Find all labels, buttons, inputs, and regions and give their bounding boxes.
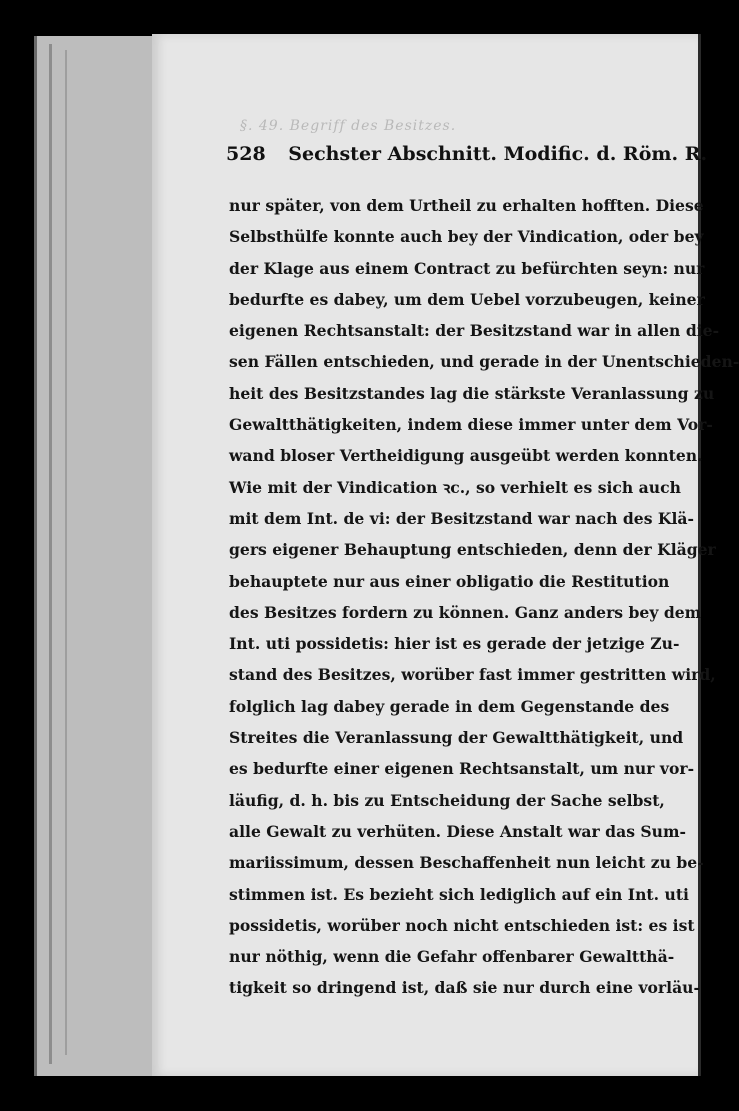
text-line: tigkeit so dringend ist, daß sie nur durch eine vorläu- — [229, 978, 700, 998]
page-number: 528 — [226, 143, 266, 165]
text-line: bedurfte es dabey, um dem Uebel vorzubeugen, keiner — [229, 289, 705, 309]
text-line: der Klage aus einem Contract zu befürchten seyn: nur — [229, 258, 705, 278]
text-line: alle Gewalt zu verhüten. Diese Anstalt war das Sum- — [229, 821, 686, 841]
text-line: läufig, d. h. bis zu Entscheidung der Sache selbst, — [229, 790, 665, 810]
text-line: stand des Besitzes, worüber fast immer gestritten wird, — [229, 665, 716, 685]
text-line: heit des Besitzstandes lag die stärkste Veranlassung zu — [229, 383, 715, 403]
text-line: mariissimum, dessen Beschaffenheit nun leicht zu be- — [229, 853, 704, 873]
text-line: des Besitzes fordern zu können. Ganz anders bey dem — [229, 602, 702, 622]
text-line: possidetis, worüber noch nicht entschieden ist: es ist — [229, 915, 695, 935]
text-line: es bedurfte einer eigenen Rechtsanstalt, um nur vor- — [229, 759, 695, 779]
text-line: sen Fällen entschieden, und gerade in der Unentschieden- — [229, 352, 739, 372]
running-head: Sechster Abschnitt. Modific. d. Röm. R. — [288, 143, 708, 165]
body-text — [229, 190, 739, 1004]
text-line: wand bloser Vertheidigung ausgeübt werden konnten. — [229, 446, 703, 466]
text-line: eigenen Rechtsanstalt: der Besitzstand war in allen die- — [229, 321, 720, 341]
bleed-through-text: §. 49. Begriff des Besitzes. — [240, 118, 457, 134]
text-line: gers eigener Behauptung entschieden, denn der Kläger — [229, 540, 716, 560]
text-line: Selbsthülfe konnte auch bey der Vindication, oder bey — [229, 227, 704, 247]
text-line: Wie mit der Vindication ꝛc., so verhielt es sich auch — [229, 477, 681, 497]
text-line: mit dem Int. de vi: der Besitzstand war nach des Klä- — [229, 508, 694, 528]
text-line: behauptete nur aus einer obligatio die Restitution — [229, 571, 670, 591]
text-line: Int. uti possidetis: hier ist es gerade der jetzige Zu- — [229, 634, 680, 654]
text-line: Streites die Veranlassung der Gewaltthätigkeit, und — [229, 728, 684, 748]
text-line: nur später, von dem Urtheil zu erhalten hofften. Diese — [229, 196, 704, 215]
text-line: nur nöthig, wenn die Gefahr offenbarer Gewaltthä- — [229, 947, 675, 967]
page-header — [226, 143, 708, 175]
text-line: stimmen ist. Es bezieht sich lediglich auf ein Int. uti — [229, 884, 689, 904]
text-line: Gewaltthätigkeiten, indem diese immer unter dem Vor- — [229, 415, 713, 435]
text-line: folglich lag dabey gerade in dem Gegenstande des — [229, 696, 670, 716]
